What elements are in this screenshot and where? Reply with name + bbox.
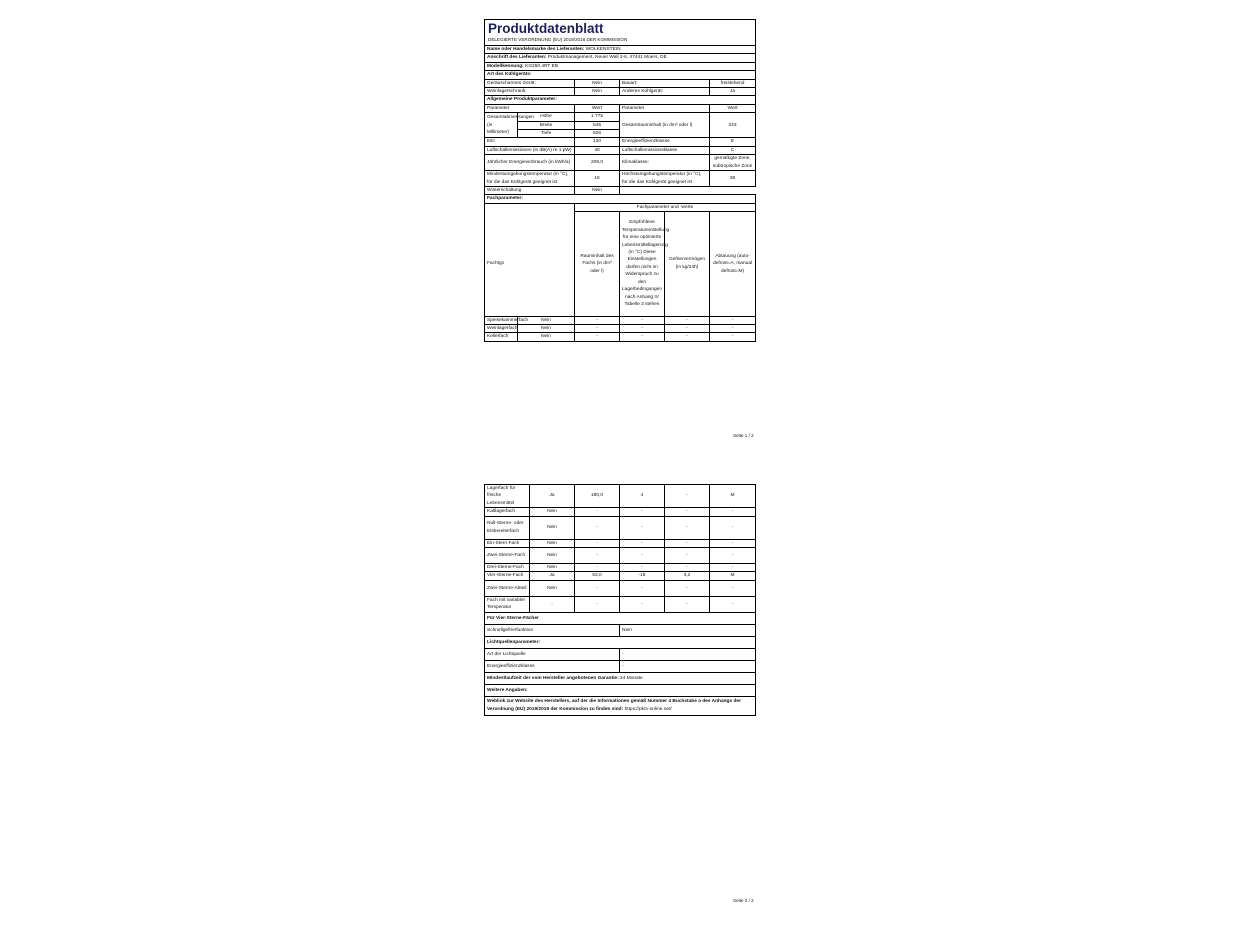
general-row: Mindestumgebungstemperatur (in °C), für die das Kühlgerät geeignet ist 16 Höchstumgebungstemperatur (in °C), für die das Kühlgerät geeignet ist 38 [485,171,756,187]
supplier-address-row: Anschrift des Lieferanten: Produktmanagement, Neuer Wall 2-6, 47441 Moers, DE [485,54,756,62]
general-row: Luftschallemissionen (in dB(A) re 1 pW) 40 Luftschallemissionsklasse C [485,146,756,154]
light-section-heading: Lichtquellenparameter: [485,636,756,648]
model-row: Modellkennung: KG250.4RT EB [485,62,756,70]
general-section-heading: Allgemeine Produktparameter: [485,96,756,104]
general-header-row: Parameter Wert Parameter Wert [485,104,756,112]
type-row: Geräuscharmes Gerät: Nein Bauart: freistehend [485,79,756,87]
weblink-row: Weblink zur Website des Herstellers, auf der die Informationen gemäß Nummer 4 Buchstabe a des Anhangs der Verordnung (EU) 2019/2019 der Kommission zu finden sind: https://pkm-online.net/ [485,696,756,715]
fach-row: Kellerfach Nein - - - - [485,333,756,341]
weblink-link[interactable]: https://pkm-online.net/ [624,706,672,712]
warranty-row: Mindestlaufzeit der vom Hersteller angebotenen Garantie: 24 Monate [485,672,756,684]
winter-row: Winterschaltung Nein [485,186,756,194]
fach-row: Ein-Stern-Fach Nein - - - - [485,539,756,547]
type-row: Weinlagerschrank: Nein Anderes Kühlgerät: Ja [485,88,756,96]
datasheet-table-page1 [484,19,756,342]
dims-row: Gesamtabmessungen (in Millimeter) Höhe 1 775 Gesamtrauminhalt (in dm³ oder l) 243 [485,113,756,121]
fach-row: Vier-Sterne-Fach Ja 63,0 -18 3,2 M [485,572,756,580]
supplier-name-row: Name oder Handelsmarke des Lieferanten: WOLKENSTEIN [485,46,756,54]
light-row: Art der Lichtquelle - [485,648,756,660]
dims-row: Breite 545 [485,121,756,129]
fach-group-header: Fachparameter und -werte [485,203,756,211]
page-2 [484,484,755,716]
type-section-heading: Art des Kühlgeräts: [485,71,756,79]
datasheet-table-page2 [484,484,756,716]
fach-row: Zwei-Sterne-Fach Nein - - - - [485,548,756,564]
fach-row: Drei-Sterne-Fach Nein - - - - [485,564,756,572]
fach-row: Null-Sterne- oder Eisbereiterfach Nein - - - - [485,516,756,539]
fach-row: Zwei-Sterne-Abteil Nein - - - - [485,580,756,596]
fach-row: Lagerfach für frische Lebensmittel Ja 180,0 4 - M [485,485,756,508]
four-star-heading: Für Vier-Sterne-Fächer [485,612,756,624]
page-1 [484,19,755,342]
more-info-heading: Weitere Angaben: [485,684,756,696]
regulation-subtitle: DELEGIERTE VERORDNUNG (EU) 2019/2016 DER KOMMISSION [488,37,628,42]
light-row: Energieeffizienzklasse - [485,660,756,672]
fach-row: Weinlagerfach Nein - - - - [485,325,756,333]
dims-row: Tiefe 626 [485,130,756,138]
general-row: Jährlicher Energieverbrauch (in kWh/a) 209,0 Klimaklasse: gemäßigte Zone, subtropische Zone [485,155,756,171]
fach-row: Kaltlagerfach Nein - - - - [485,508,756,516]
fach-row: Fach mit variabler Temperatur - - - - - [485,596,756,612]
schnellgefrier-row: Schnellgefrierfunktion Nein [485,624,756,636]
fach-column-header: Fachtyp Rauminhalt des Fachs (in dm³ oder l) Empfohlene Temperatureinstellung für eine optimierte Lebensmittellagerung (in °C) Diese Einstellungen dürfen nicht im Widerspruch zu den Lagerbedingungen nach Anhang IV Tabelle 3 stehen Gefriervermögen (in kg/24h) Abtauung (auto-defrost=A, manual defrost=M) [485,212,756,317]
page-1-footer: Seite 1 / 2 [733,433,754,438]
page-title: Produktdatenblatt [488,21,604,36]
fach-row: Speisekammerfach Nein - - - - [485,316,756,324]
page-2-footer: Seite 2 / 2 [733,898,754,903]
general-row: EEI 130 Energieeffizienzklasse E [485,138,756,146]
fach-section-heading: Fachparameter: [485,195,756,203]
